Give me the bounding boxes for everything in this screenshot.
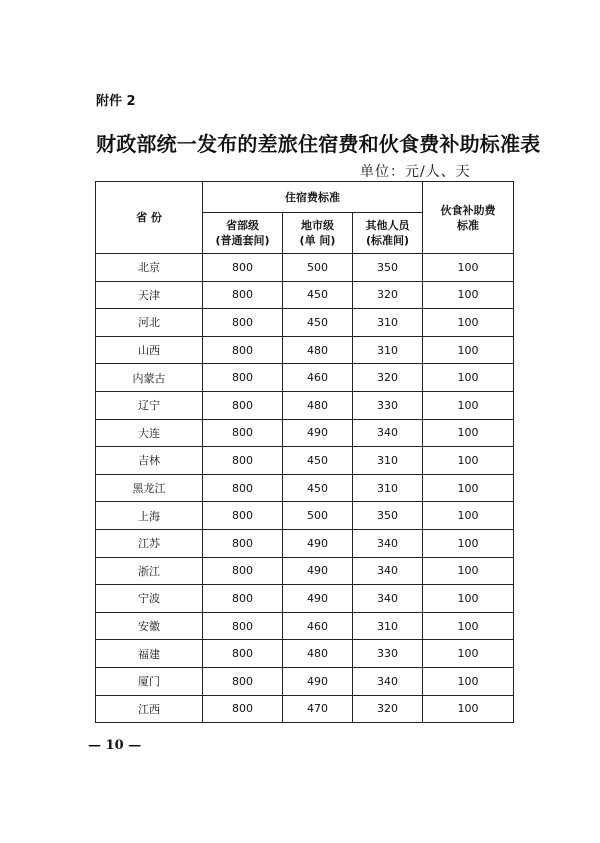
cell-provincial: 800	[203, 447, 283, 475]
table-row	[96, 502, 514, 530]
page-number: — 10 —	[88, 738, 142, 753]
unit-note: 单位：元/人、天	[360, 164, 471, 180]
cell-meal: 100	[423, 254, 514, 282]
cell-meal: 100	[423, 391, 514, 419]
table-row	[96, 391, 514, 419]
cell-city: 450	[283, 447, 353, 475]
header-city-line1: 地市级	[301, 219, 334, 232]
cell-provincial: 800	[203, 585, 283, 613]
cell-provincial: 800	[203, 364, 283, 392]
table-row	[96, 364, 514, 392]
cell-city: 490	[283, 557, 353, 585]
cell-city: 450	[283, 281, 353, 309]
cell-other: 310	[353, 474, 423, 502]
cell-provincial: 800	[203, 667, 283, 695]
cell-province: 辽宁	[96, 391, 203, 419]
cell-provincial: 800	[203, 281, 283, 309]
cell-province: 北京	[96, 254, 203, 282]
cell-provincial: 800	[203, 529, 283, 557]
page-title: 财政部统一发布的差旅住宿费和伙食费补助标准表	[96, 132, 541, 156]
table-row	[96, 336, 514, 364]
cell-province: 江苏	[96, 529, 203, 557]
cell-province: 河北	[96, 309, 203, 337]
table-row	[96, 281, 514, 309]
cell-provincial: 800	[203, 557, 283, 585]
cell-meal: 100	[423, 612, 514, 640]
cell-city: 500	[283, 254, 353, 282]
table-row	[96, 557, 514, 585]
cell-provincial: 800	[203, 612, 283, 640]
cell-province: 黑龙江	[96, 474, 203, 502]
cell-provincial: 800	[203, 502, 283, 530]
cell-other: 340	[353, 529, 423, 557]
cell-provincial: 800	[203, 391, 283, 419]
header-other	[353, 213, 423, 254]
cell-other: 340	[353, 557, 423, 585]
cell-meal: 100	[423, 447, 514, 475]
header-meal-line2: 标准	[457, 218, 480, 232]
cell-province: 内蒙古	[96, 364, 203, 392]
cell-provincial: 800	[203, 474, 283, 502]
header-city-line2: (单 间)	[299, 234, 336, 247]
cell-meal: 100	[423, 474, 514, 502]
cell-meal: 100	[423, 419, 514, 447]
table-row	[96, 585, 514, 613]
header-city	[283, 213, 353, 254]
cell-province: 天津	[96, 281, 203, 309]
cell-meal: 100	[423, 640, 514, 668]
cell-city: 450	[283, 474, 353, 502]
cell-city: 480	[283, 391, 353, 419]
header-province: 省 份	[96, 182, 203, 254]
cell-city: 490	[283, 419, 353, 447]
cell-meal: 100	[423, 695, 514, 723]
header-provincial-line2: (普通套间)	[215, 234, 270, 247]
cell-province: 吉林	[96, 447, 203, 475]
cell-meal: 100	[423, 309, 514, 337]
cell-other: 320	[353, 364, 423, 392]
table-row	[96, 667, 514, 695]
cell-city: 500	[283, 502, 353, 530]
header-row-1	[96, 182, 514, 213]
header-provincial-line1: 省部级	[226, 219, 259, 232]
header-lodging: 住宿费标准	[203, 182, 423, 213]
header-other-line1: 其他人员	[365, 219, 410, 232]
cell-province: 江西	[96, 695, 203, 723]
cell-other: 340	[353, 585, 423, 613]
table-row	[96, 474, 514, 502]
cell-province: 宁波	[96, 585, 203, 613]
header-meal-line1: 伙食补助费	[440, 203, 496, 217]
cell-other: 310	[353, 612, 423, 640]
cell-other: 350	[353, 502, 423, 530]
cell-other: 340	[353, 667, 423, 695]
header-meal	[423, 182, 514, 254]
cell-meal: 100	[423, 529, 514, 557]
table-row	[96, 254, 514, 282]
header-provincial	[203, 213, 283, 254]
cell-meal: 100	[423, 281, 514, 309]
cell-city: 490	[283, 529, 353, 557]
cell-other: 340	[353, 419, 423, 447]
cell-other: 350	[353, 254, 423, 282]
cell-province: 安徽	[96, 612, 203, 640]
table-row	[96, 529, 514, 557]
table-row	[96, 447, 514, 475]
cell-city: 480	[283, 336, 353, 364]
cell-meal: 100	[423, 336, 514, 364]
cell-other: 310	[353, 336, 423, 364]
cell-meal: 100	[423, 502, 514, 530]
cell-provincial: 800	[203, 640, 283, 668]
cell-province: 厦门	[96, 667, 203, 695]
cell-province: 福建	[96, 640, 203, 668]
cell-other: 330	[353, 391, 423, 419]
table-row	[96, 419, 514, 447]
cell-province: 山西	[96, 336, 203, 364]
table-row	[96, 640, 514, 668]
cell-meal: 100	[423, 585, 514, 613]
cell-provincial: 800	[203, 336, 283, 364]
cell-city: 460	[283, 612, 353, 640]
cell-city: 470	[283, 695, 353, 723]
cell-meal: 100	[423, 557, 514, 585]
table-row	[96, 309, 514, 337]
cell-other: 310	[353, 447, 423, 475]
table-row	[96, 612, 514, 640]
cell-city: 450	[283, 309, 353, 337]
table-body	[96, 254, 514, 723]
cell-meal: 100	[423, 364, 514, 392]
cell-other: 330	[353, 640, 423, 668]
cell-province: 浙江	[96, 557, 203, 585]
cell-other: 310	[353, 309, 423, 337]
cell-city: 490	[283, 585, 353, 613]
cell-provincial: 800	[203, 419, 283, 447]
cell-city: 490	[283, 667, 353, 695]
table-row	[96, 695, 514, 723]
cell-provincial: 800	[203, 254, 283, 282]
cell-other: 320	[353, 281, 423, 309]
cell-city: 460	[283, 364, 353, 392]
cell-city: 480	[283, 640, 353, 668]
cell-province: 上海	[96, 502, 203, 530]
cell-other: 320	[353, 695, 423, 723]
cell-provincial: 800	[203, 695, 283, 723]
standards-table	[95, 181, 514, 723]
cell-provincial: 800	[203, 309, 283, 337]
header-other-line2: (标准间)	[365, 234, 410, 247]
cell-meal: 100	[423, 667, 514, 695]
attachment-label: 附件 2	[96, 94, 136, 109]
cell-province: 大连	[96, 419, 203, 447]
